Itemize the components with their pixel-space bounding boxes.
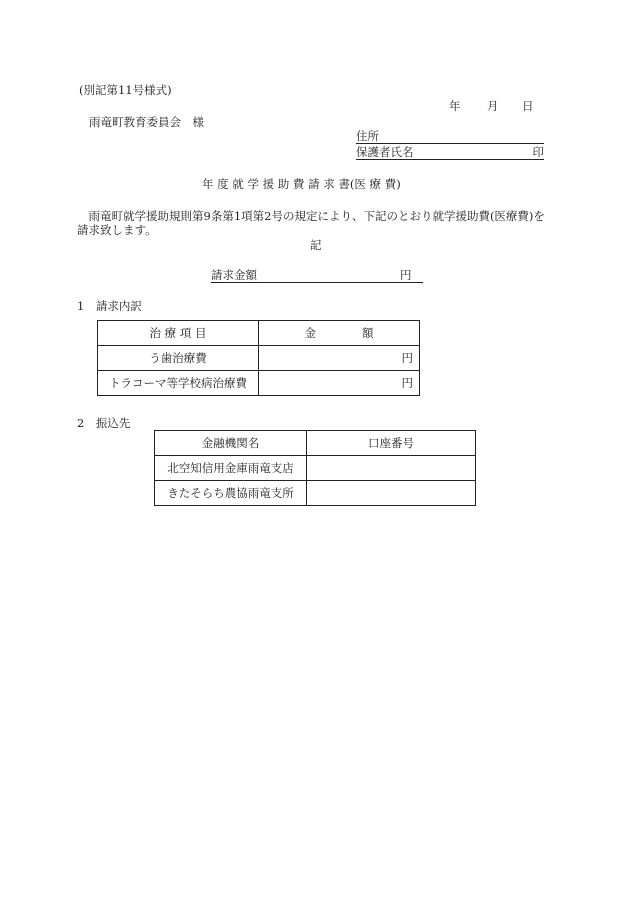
header-account-number: 口座番号 — [307, 431, 476, 456]
form-number: (別記第11号様式) — [79, 83, 172, 97]
table-header-row — [155, 431, 476, 456]
address-field — [356, 129, 544, 144]
address-label: 住所 — [356, 129, 379, 143]
bank-name: 北空知信用金庫雨竜支店 — [155, 456, 307, 481]
account-number-cell — [307, 456, 476, 481]
table-row — [155, 481, 476, 506]
claim-breakdown-table — [97, 320, 420, 396]
header-treatment-item: 治 療 項 目 — [98, 321, 259, 346]
table-row — [98, 346, 420, 371]
amount-field — [211, 268, 423, 283]
seal-mark: 印 — [532, 145, 544, 159]
body-text-line2: 請求致します。 — [77, 223, 157, 237]
account-number-cell — [307, 481, 476, 506]
ki-heading: 記 — [310, 238, 322, 252]
bank-transfer-table — [154, 430, 476, 506]
treatment-item: トラコーマ等学校病治療費 — [98, 371, 259, 396]
addressee: 雨竜町教育委員会 様 — [89, 115, 204, 129]
guardian-label: 保護者氏名 — [356, 145, 414, 159]
amount-cell: 円 — [259, 346, 420, 371]
section1-heading: 1 請求内訳 — [77, 299, 142, 313]
table-row — [98, 371, 420, 396]
amount-unit: 円 — [400, 268, 412, 282]
table-row — [155, 456, 476, 481]
treatment-item: う歯治療費 — [98, 346, 259, 371]
amount-label: 請求金額 — [211, 268, 257, 282]
guardian-name-field — [356, 145, 544, 160]
document-title: 年 度 就 学 援 助 費 請 求 書(医 療 費) — [202, 177, 401, 191]
date-month: 月 — [487, 99, 499, 113]
bank-name: きたそらち農協雨竜支所 — [155, 481, 307, 506]
date-year: 年 — [449, 99, 461, 113]
header-amount: 金 額 — [259, 321, 420, 346]
header-bank-name: 金融機関名 — [155, 431, 307, 456]
section2-heading: 2 振込先 — [77, 416, 131, 430]
date-day: 日 — [522, 99, 534, 113]
body-text-line1: 雨竜町就学援助規則第9条第1項第2号の規定により、下記のとおり就学援助費(医療費)を — [77, 209, 545, 223]
table-header-row — [98, 321, 420, 346]
amount-cell: 円 — [259, 371, 420, 396]
